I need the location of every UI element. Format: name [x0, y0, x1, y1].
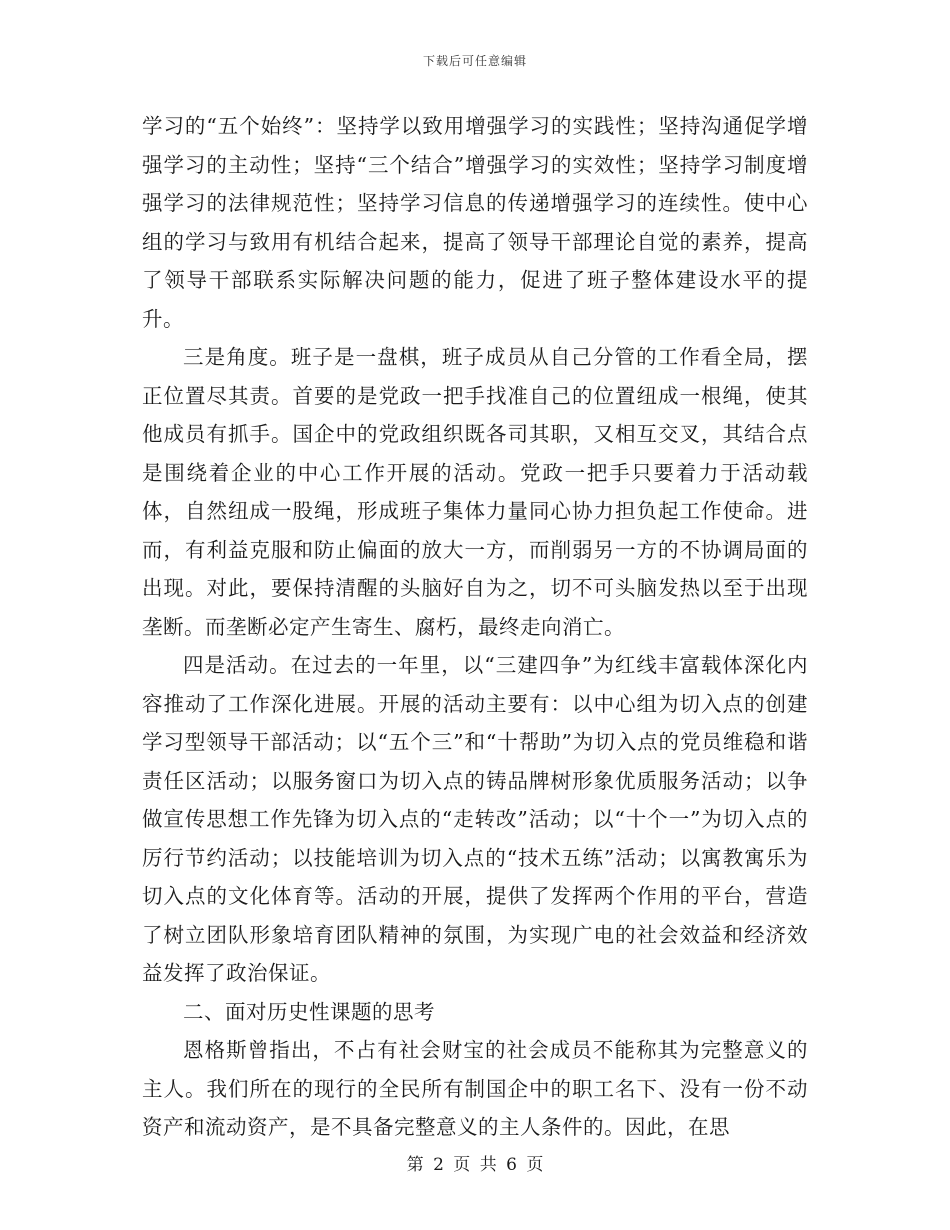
page-footer: 第 2 页 共 6 页	[406, 1155, 544, 1175]
paragraph-angle: 三是角度。班子是一盘棋，班子成员从自己分管的工作看全局，摆正位置尽其责。首要的是党政一把手找准自己的位置纽成一根绳，使其他成员有抓手。国企中的党政组织既各司其职，又相互交叉，其结合点是围绕着企业的中心工作开展的活动。党政一把手只要着力于活动载体，自然纽成一股绳，形成班子集体力量同心协力担负起工作使命。进而，有利益克服和防止偏面的放大一方，而削弱另一方的不协调局面的出现。对此，要保持清醒的头脑好自为之，切不可头脑发热以至于出现垄断。而垄断必定产生寄生、腐朽，最终走向消亡。	[142, 345, 808, 639]
paragraph-continued: 学习的“五个始终”：坚持学以致用增强学习的实践性；坚持沟通促学增强学习的主动性；坚持“三个结合”增强学习的实效性；坚持学习制度增强学习的法律规范性；坚持学习信息的传递增强学习的连续性。使中心组的学习与致用有机结合起来，提高了领导干部理论自觉的素养，提高了领导干部联系实际解决问题的能力，促进了班子整体建设水平的提升。	[142, 114, 808, 331]
paragraph-engels: 恩格斯曾指出，不占有社会财宝的社会成员不能称其为完整意义的主人。我们所在的现行的全民所有制国企中的职工名下、没有一份不动资产和流动资产，是不具备完整意义的主人条件的。因此，在思	[142, 1038, 808, 1139]
page-header: 下载后可任意编辑	[422, 54, 527, 68]
paragraph-activities: 四是活动。在过去的一年里，以“三建四争”为红线丰富载体深化内容推动了工作深化进展。开展的活动主要有：以中心组为切入点的创建学习型领导干部活动；以“五个三”和“十帮助”为切入点的党员维稳和谐责任区活动；以服务窗口为切入点的铸品牌树形象优质服务活动；以争做宣传思想工作先锋为切入点的“走转改”活动；以“十个一”为切入点的厉行节约活动；以技能培训为切入点的“技术五练”活动；以寓教寓乐为切入点的文化体育等。活动的开展，提供了发挥两个作用的平台，营造了树立团队形象培育团队精神的氛围，为实现广电的社会效益和经济效益发挥了政治保证。	[142, 653, 808, 985]
document-body	[142, 107, 808, 1147]
section-heading: 二、面对历史性课题的思考	[183, 999, 435, 1024]
